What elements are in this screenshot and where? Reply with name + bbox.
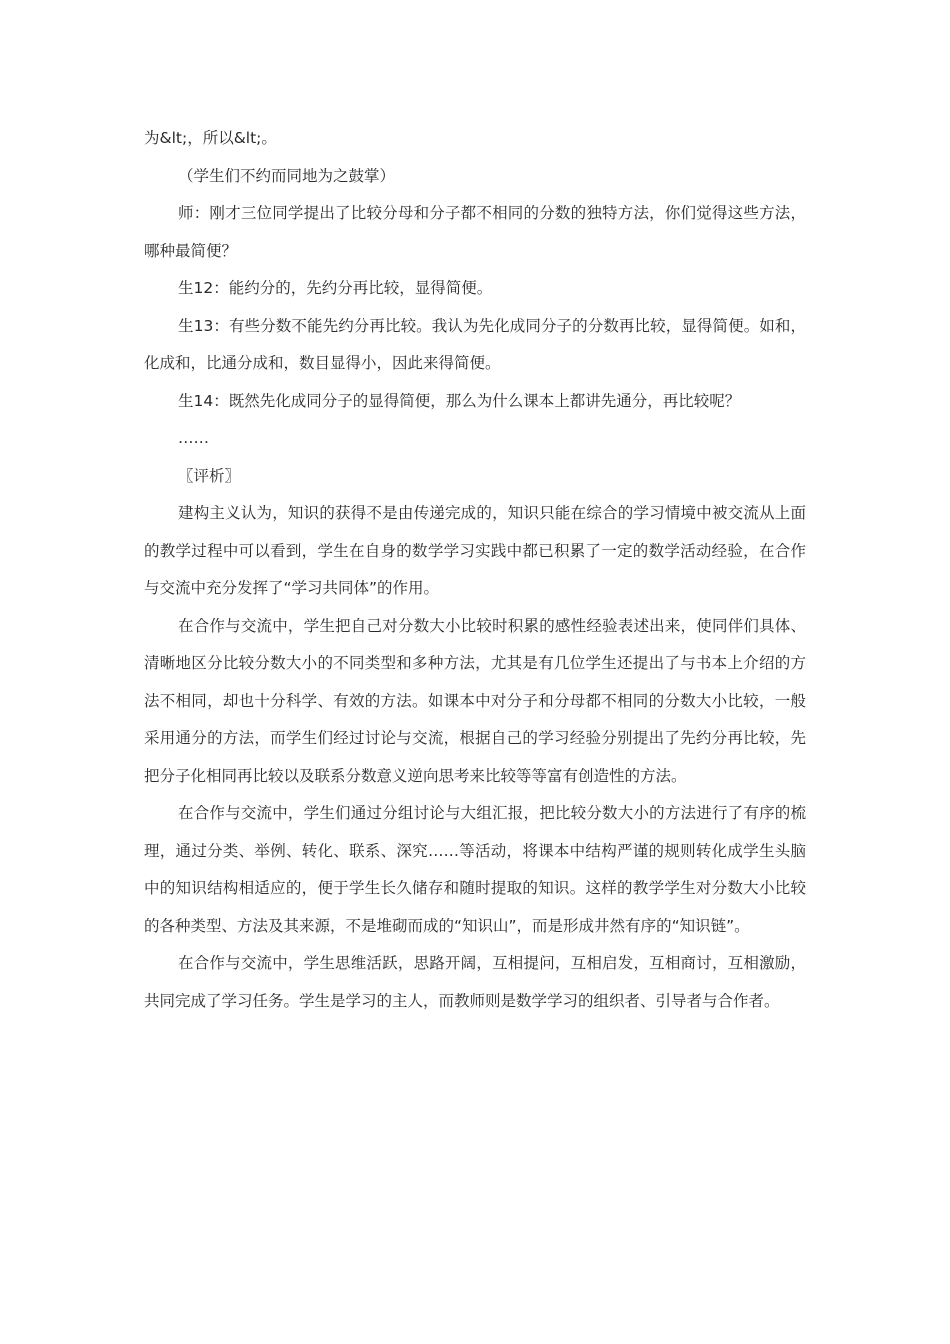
- section-heading-commentary: 〖评析〗: [178, 466, 241, 485]
- paragraph-ellipsis: ……: [178, 429, 209, 447]
- paragraph-student-12: 生12：能约分的，先约分再比较，显得简便。: [178, 279, 493, 297]
- paragraph-student-13: 生13：有些分数不能先约分再比较。我认为先化成同分子的分数再比较，显得简便。如和，化成和，比通分成和，数目显得小，因此来得简便。: [144, 316, 806, 372]
- paragraph-applause: （学生们不约而同地为之鼓掌）: [178, 166, 396, 185]
- paragraph-student-14: 生14：既然先化成同分子的显得简便，那么为什么课本上都讲先通分，再比较呢？: [178, 391, 741, 410]
- document-body: [144, 120, 806, 1020]
- paragraph-teacher-question: 师：刚才三位同学提出了比较分母和分子都不相同的分数的独特方法，你们觉得这些方法，哪种最简便？: [144, 204, 806, 260]
- paragraph-cooperation-2: 在合作与交流中，学生们通过分组讨论与大组汇报，把比较分数大小的方法进行了有序的梳理，通过分类、举例、转化、联系、深究……等活动，将课本中结构严谨的规则转化成学生头脑中的知识结构相适应的，便于学生长久储存和随时提取的知识。这样的教学学生对分数大小比较的各种类型、方法及其来源，不是堆砌而成的“知识山”，而是形成井然有序的“知识链”。: [144, 804, 806, 935]
- paragraph-conclusion: 为&lt;，所以&lt;。: [144, 129, 277, 147]
- paragraph-cooperation-1: 在合作与交流中，学生把自己对分数大小比较时积累的感性经验表述出来，使同伴们具体、清晰地区分比较分数大小的不同类型和多种方法，尤其是有几位学生还提出了与书本上介绍的方法不相同，却也十分科学、有效的方法。如课本中对分子和分母都不相同的分数大小比较，一般采用通分的方法，而学生们经过讨论与交流，根据自己的学习经验分别提出了先约分再比较，先把分子化相同再比较以及联系分数意义逆向思考来比较等等富有创造性的方法。: [144, 616, 806, 785]
- paragraph-constructivism: 建构主义认为，知识的获得不是由传递完成的，知识只能在综合的学习情境中被交流从上面的教学过程中可以看到，学生在自身的数学学习实践中都已积累了一定的数学活动经验，在合作与交流中充分发挥了“学习共同体”的作用。: [144, 504, 806, 597]
- paragraph-cooperation-3: 在合作与交流中，学生思维活跃，思路开阔，互相提问，互相启发，互相商讨，互相激励，共同完成了学习任务。学生是学习的主人，而教师则是数学学习的组织者、引导者与合作者。: [144, 954, 806, 1010]
